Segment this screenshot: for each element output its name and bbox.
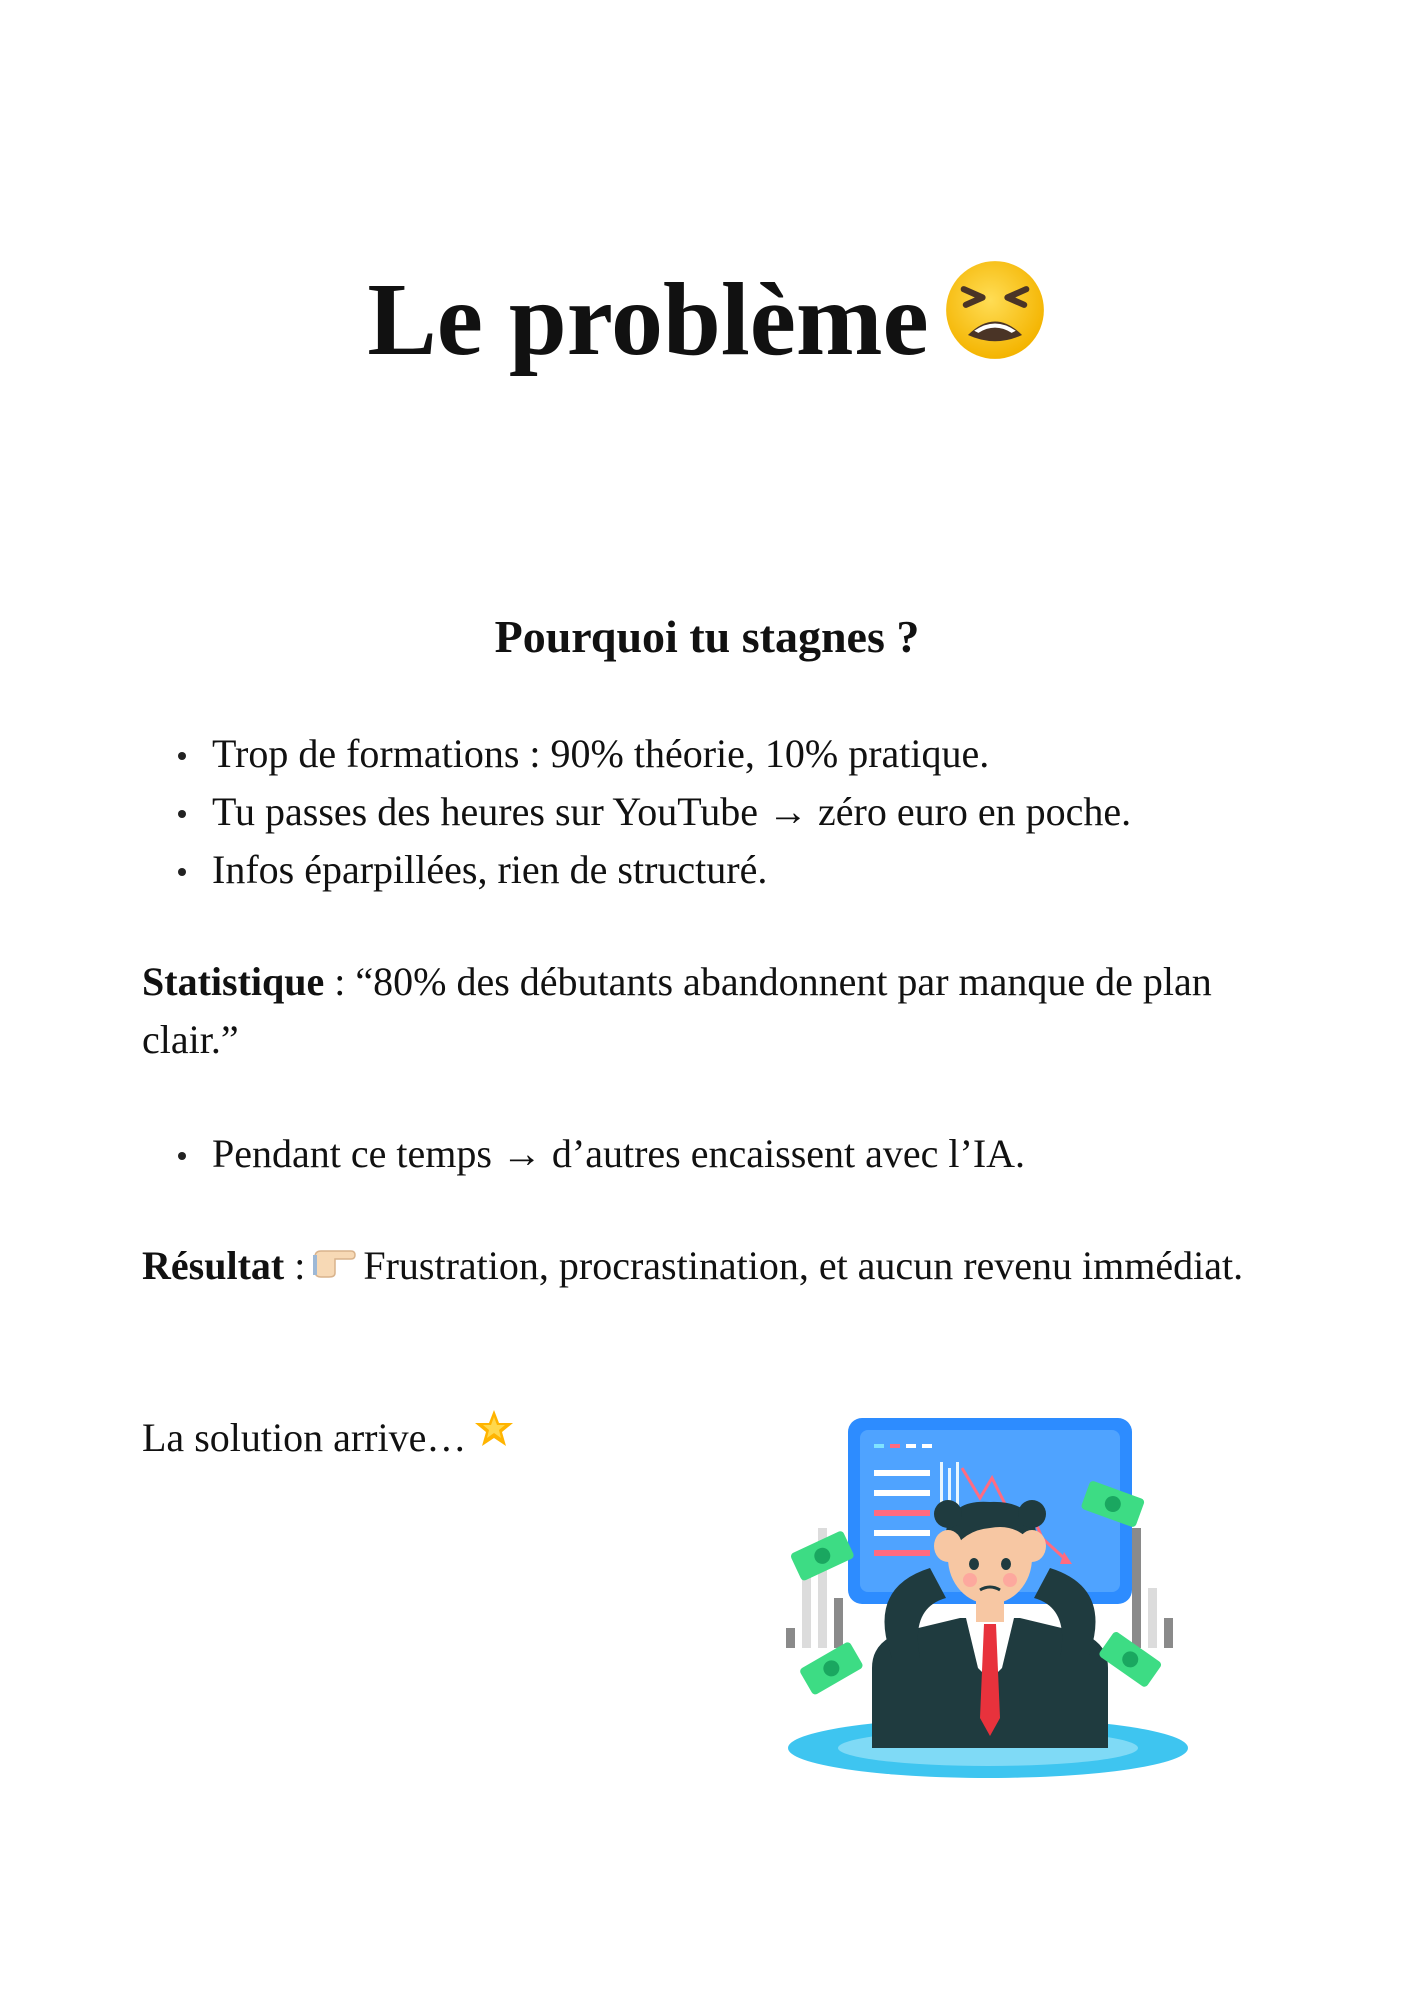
glowing-star-icon [472,1408,516,1468]
page-title [0,262,1414,380]
pointing-hand-icon [311,1237,357,1295]
bullet-dot [178,752,186,760]
list-item [142,725,1302,783]
problem-bullet-list [142,725,1302,899]
list-item [142,841,1302,899]
statistic-text: : “80% des débutants abandonnent par manque de plan clair.” [142,959,1212,1062]
list-item-text: Pendant ce temps → d’autres encaissent avec l’IA. [212,1131,1026,1176]
section-subtitle: Pourquoi tu stagnes ? [494,611,920,662]
list-item-text: Infos éparpillées, rien de structuré. [212,847,768,892]
bullet-dot [178,868,186,876]
stressed-businessman-illustration [780,1418,1200,1783]
list-item-text: Tu passes des heures sur YouTube → zéro euro en poche. [212,789,1132,834]
list-item [142,783,1302,841]
result-label: Résultat [142,1243,285,1288]
result-separator: : [284,1243,306,1288]
tired-face-icon [943,258,1047,380]
statistic-label: Statistique [142,959,325,1004]
list-item [142,1125,1302,1183]
result-paragraph [142,1237,1272,1295]
page-title-text: Le problème [367,262,929,377]
bullet-dot [178,810,186,818]
meanwhile-bullet-list [142,1125,1302,1183]
statistic-paragraph [142,953,1272,1069]
result-text: Frustration, procrastination, et aucun revenu immédiat. [363,1243,1244,1288]
bullet-dot [178,1152,186,1160]
list-item-text: Trop de formations : 90% théorie, 10% pratique. [212,731,990,776]
solution-text: La solution arrive… [142,1415,467,1460]
